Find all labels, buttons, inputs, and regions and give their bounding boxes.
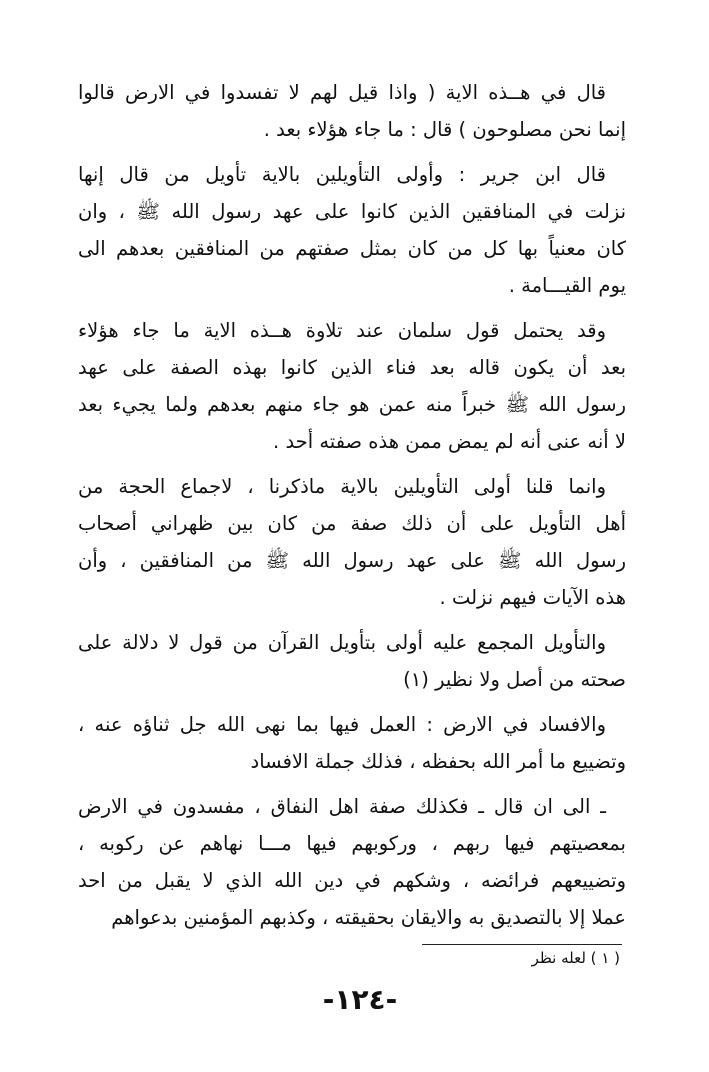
text-line: والتأويل المجمع عليه أولى بتأويل القرآن من قول لا دلالة على	[78, 631, 606, 654]
paragraph	[78, 624, 626, 698]
text-line: بمعصيتهم فيها ربهم ، وركوبهم فيها مـــا نهاهم عن ركوبه ،	[78, 832, 626, 855]
text-line: عملا إلا بالتصديق به والايقان بحقيقته ، وكذبهم المؤمنين بدعواهم	[111, 906, 626, 929]
paragraph-gap	[78, 616, 626, 624]
text-line: لا أنه عنى أنه لم يمض ممن هذه صفته أحد .	[273, 430, 626, 453]
paragraph-gap	[78, 148, 626, 156]
text-line: والافساد في الارض : العمل فيها بما نهى الله جل ثناؤه عنه ،	[78, 713, 606, 736]
paragraph	[78, 74, 626, 148]
paragraph	[78, 706, 626, 780]
text-line: صحته من أصل ولا نظير (١)	[403, 668, 626, 691]
paragraph	[78, 156, 626, 304]
paragraph	[78, 468, 626, 616]
text-line: أهل التأويل على أن ذلك صفة من كان بين ظهراني أصحاب	[78, 512, 626, 535]
footnote: ( ١ ) لعله نظر	[531, 949, 620, 967]
text-line: إنما نحن مصلوحون ) قال : ما جاء هؤلاء بعد .	[263, 118, 626, 141]
text-line: رسول الله ﷺ خبراً منه عمن هو جاء منهم بعدهم ولما يجيء بعد	[78, 393, 626, 416]
text-line: قال ابن جرير : وأولى التأويلين بالاية تأويل من قال إنها	[78, 163, 606, 186]
paragraph-gap	[78, 460, 626, 468]
text-line: نزلت في المنافقين الذين كانوا على عهد رسول الله ﷺ ، وان	[78, 200, 626, 223]
text-line: ـ الى ان قال ـ فكذلك صفة اهل النفاق ، مفسدون في الارض	[78, 795, 606, 818]
page-number: -١٢٤-	[322, 983, 398, 1016]
paragraph	[78, 788, 626, 936]
text-line: وانما قلنا أولى التأويلين بالاية ماذكرنا ، لاجماع الحجة من	[78, 475, 606, 498]
text-line: وتضييع ما أمر الله بحفظه ، فذلك جملة الافساد	[250, 750, 626, 773]
text-line: يوم القيـــامة .	[508, 274, 626, 297]
text-line: هذه الآيات فيهم نزلت .	[439, 586, 626, 609]
paragraph	[78, 312, 626, 460]
text-line: رسول الله ﷺ على عهد رسول الله ﷺ من المنافقين ، وأن	[78, 549, 626, 572]
paragraph-gap	[78, 780, 626, 788]
paragraph-gap	[78, 304, 626, 312]
text-line: بعد أن يكون قاله بعد فناء الذين كانوا بهذه الصفة على عهد	[78, 356, 626, 379]
text-line: وتضييعهم فرائضه ، وشكهم في دين الله الذي لا يقبل من احد	[78, 869, 626, 892]
main-text	[78, 74, 626, 936]
paragraph-gap	[78, 698, 626, 706]
text-line: كان معنياً بها كل من كان بمثل صفتهم من المنافقين بعدهم الى	[78, 237, 626, 260]
text-line: قال في هــذه الاية ( واذا قيل لهم لا تفسدوا في الارض قالوا	[78, 81, 606, 104]
text-line: وقد يحتمل قول سلمان عند تلاوة هــذه الاية ما جاء هؤلاء	[78, 319, 606, 342]
footnote-divider	[422, 944, 622, 945]
